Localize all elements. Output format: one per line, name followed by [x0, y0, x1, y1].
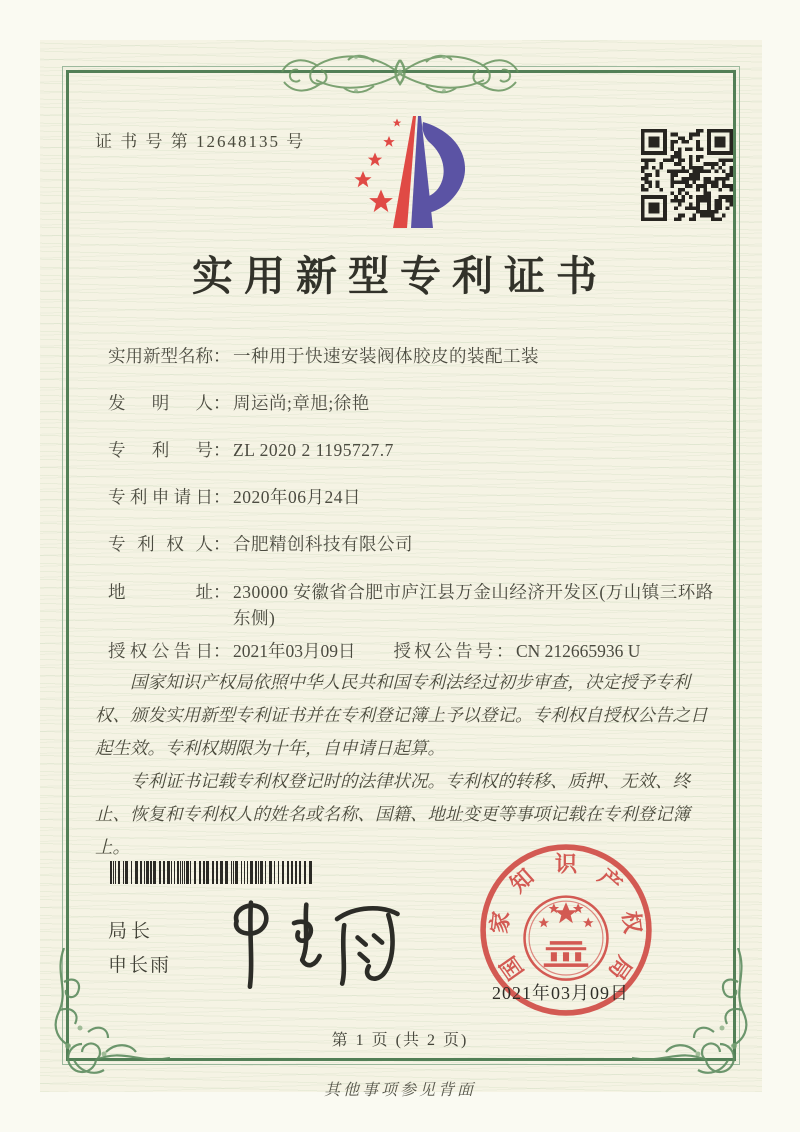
field-value: 周运尚;章旭;徐艳 [233, 393, 370, 413]
grant-date-value: 2021年03月09日 [233, 641, 356, 661]
field-label: 授权公告日 [108, 641, 213, 661]
field-value: 230000 安徽省合肥市庐江县万金山经济开发区(万山镇三环路东侧) [233, 582, 714, 628]
legal-text [95, 666, 713, 864]
back-side-note: 其他事项参见背面 [323, 1082, 476, 1099]
field-row-grant: 授权公告日 ： 2021年03月09日 授权公告号 ： CN 212665936 U [108, 639, 730, 664]
field-label: 实用新型名称 [108, 346, 213, 366]
field-row-name: 实用新型名称 ： 一种用于快速安装阀体胶皮的装配工装 [108, 344, 730, 369]
field-row-inventors: 发明人 ： 周运尚;章旭;徐艳 [108, 391, 730, 416]
field-label: 专利申请日 [108, 487, 213, 507]
grant-number-pair: 授权公告号 ： CN 212665936 U [394, 639, 641, 664]
svg-text:权: 权 [618, 909, 646, 935]
field-value: 一种用于快速安装阀体胶皮的装配工装 [233, 346, 539, 366]
field-row-address: 地址 ： 230000 安徽省合肥市庐江县万金山经济开发区(万山镇三环路东侧) [108, 579, 730, 631]
qr-code [641, 129, 733, 221]
page-indicator: 第 1 页 (共 2 页) [331, 1032, 469, 1049]
legal-paragraph-1: 国家知识产权局依照中华人民共和国专利法经过初步审查，决定授予专利权、颁发实用新型专利证书并在专利登记簿上予以登记。专利权自授权公告之日起生效。专利权期限为十年，自申请日起算。 [95, 672, 708, 758]
field-label: 地址 [108, 582, 213, 602]
cnipa-logo-icon [337, 110, 483, 234]
seal-date: 2021年03月09日 [492, 983, 629, 1003]
field-row-filing-date: 专利申请日 ： 2020年06月24日 [108, 485, 730, 510]
barcode [110, 861, 312, 884]
handwritten-signature [212, 884, 417, 992]
field-label: 发明人 [108, 393, 213, 413]
field-value: 合肥精创科技有限公司 [233, 534, 413, 554]
legal-paragraph-2: 专利证书记载专利权登记时的法律状况。专利权的转移、质押、无效、终止、恢复和专利权人的姓名或名称、国籍、地址变更等事项记载在专利登记簿上。 [95, 771, 690, 857]
signer-name: 申长雨 [108, 955, 172, 976]
field-row-patent-number: 专利号 ： ZL 2020 2 1195727.7 [108, 438, 730, 463]
field-list [108, 344, 730, 686]
svg-text:识: 识 [554, 851, 578, 877]
signer-position: 局长 [108, 921, 155, 942]
svg-text:局: 局 [603, 951, 637, 985]
field-row-patentee: 专利权人 ： 合肥精创科技有限公司 [108, 532, 730, 557]
svg-text:家: 家 [486, 909, 514, 935]
border-ornament-top [276, 40, 524, 110]
svg-text:知: 知 [505, 863, 539, 898]
field-label: 专利号 [108, 440, 213, 460]
national-emblem-icon [525, 897, 608, 980]
svg-text:国: 国 [495, 951, 529, 985]
svg-text:产: 产 [593, 863, 627, 898]
field-value: 2020年06月24日 [233, 487, 361, 507]
certificate-number: 证 书 号 第 12648135 号 [95, 132, 306, 151]
certificate-title: 实用新型专利证书 [192, 253, 608, 299]
field-label: 授权公告号 [393, 641, 496, 661]
grant-number-value: CN 212665936 U [516, 641, 641, 661]
field-value: ZL 2020 2 1195727.7 [233, 440, 394, 460]
field-label: 专利权人 [108, 534, 213, 554]
